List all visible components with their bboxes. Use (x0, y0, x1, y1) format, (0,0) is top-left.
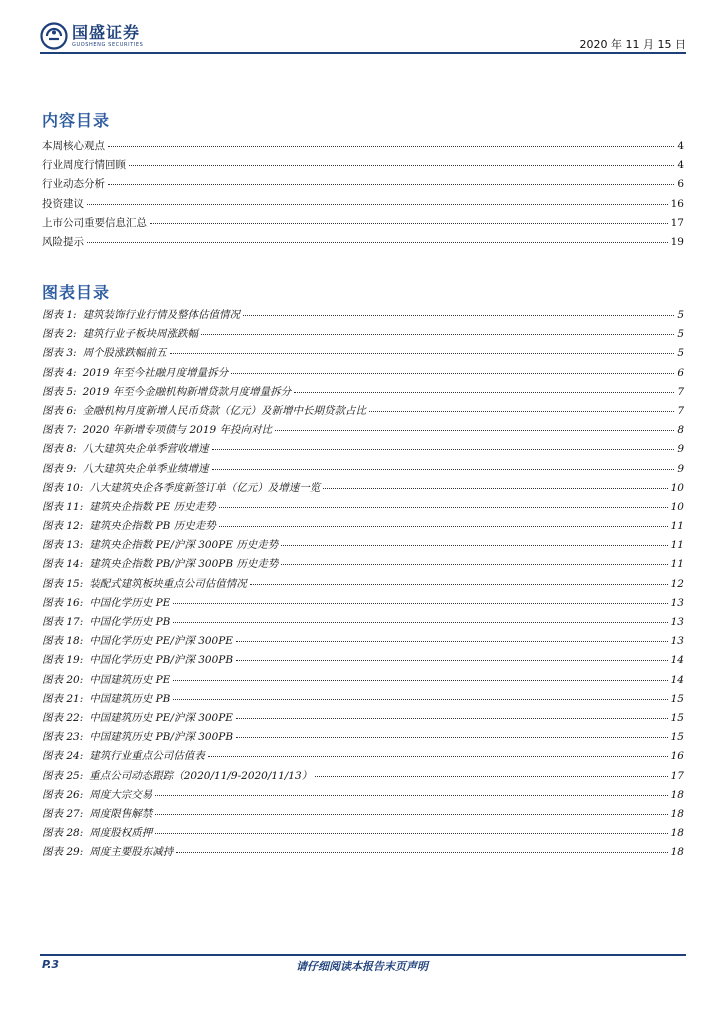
dot-leader (208, 756, 668, 757)
page-ref: 17 (670, 769, 684, 782)
dot-leader (173, 699, 667, 700)
figure-title: 周度主要股东减持 (89, 846, 174, 859)
page-ref: 7 (677, 385, 684, 398)
figure-title: 周个股涨跌幅前五 (82, 347, 167, 360)
contents-entry-label: 本周核心观点 (42, 140, 105, 152)
dot-leader (129, 165, 674, 166)
figure-number: 图表 21: (42, 692, 84, 705)
dot-leader (281, 564, 667, 565)
page-ref: 13 (670, 596, 684, 609)
figure-number: 图表 2: (42, 328, 77, 341)
figure-title: 中国建筑历史 PE/沪深 300PE (89, 711, 233, 724)
figure-entry[interactable] (42, 499, 684, 518)
figure-title: 2019 年至今社融月度增量拆分 (82, 366, 229, 379)
report-date: 2020 年 11 月 15 日 (579, 38, 686, 51)
dot-leader (236, 660, 668, 661)
figure-entry[interactable] (42, 672, 684, 691)
guosheng-logo-icon (40, 22, 68, 50)
figures-list (42, 307, 684, 863)
page-ref: 17 (670, 216, 684, 229)
page-ref: 8 (677, 424, 684, 437)
page-ref: 13 (670, 635, 684, 648)
page-ref: 10 (670, 481, 684, 494)
dot-leader (87, 204, 668, 205)
figure-entry[interactable] (42, 844, 684, 863)
page-ref: 11 (670, 539, 684, 552)
figure-title: 重点公司动态跟踪（2020/11/9-2020/11/13） (89, 769, 313, 782)
figure-title: 建筑行业子板块周涨跌幅 (82, 328, 199, 341)
page-ref: 7 (677, 404, 684, 417)
figure-entry[interactable] (42, 595, 684, 614)
figure-number: 图表 8: (42, 443, 77, 456)
figure-title: 中国建筑历史 PB (89, 692, 171, 705)
figure-entry[interactable] (42, 537, 684, 556)
figure-number: 图表 25: (42, 769, 84, 782)
page-ref: 14 (670, 673, 684, 686)
figure-number: 图表 6: (42, 404, 77, 417)
contents-entry[interactable] (42, 215, 684, 234)
figure-title: 周度大宗交易 (89, 788, 153, 801)
figure-entry[interactable] (42, 384, 684, 403)
dot-leader (236, 641, 668, 642)
figure-number: 图表 19: (42, 654, 84, 667)
page-ref: 10 (670, 500, 684, 513)
page-ref: 18 (670, 788, 684, 801)
page-ref: 16 (670, 197, 684, 210)
brand-name-en: GUOSHENG SECURITIES (72, 41, 144, 48)
figure-title: 中国化学历史 PB/沪深 300PB (89, 654, 234, 667)
page-ref: 18 (670, 807, 684, 820)
page-number: P.3 (42, 958, 60, 971)
figure-title: 中国化学历史 PE (89, 596, 171, 609)
dot-leader (176, 852, 667, 853)
dot-leader (236, 737, 668, 738)
header-divider (40, 52, 686, 54)
figure-entry[interactable] (42, 441, 684, 460)
contents-entry-label: 行业动态分析 (42, 178, 105, 191)
figure-title: 建筑装饰行业行情及整体估值情况 (82, 309, 241, 321)
page-ref: 11 (670, 520, 684, 533)
page-ref: 15 (670, 731, 684, 744)
figure-number: 图表 15: (42, 577, 84, 590)
contents-entry[interactable] (42, 176, 684, 195)
page-ref: 9 (677, 443, 684, 456)
contents-entry[interactable] (42, 157, 684, 176)
dot-leader (369, 411, 674, 412)
figure-number: 图表 12: (42, 520, 84, 533)
page-ref: 5 (677, 347, 684, 360)
figure-title: 建筑央企指数 PE 历史走势 (89, 500, 216, 513)
figure-number: 图表 22: (42, 711, 84, 724)
page-ref: 4 (677, 140, 684, 152)
figure-title: 装配式建筑板块重点公司估值情况 (89, 577, 247, 590)
figure-number: 图表 7: (42, 424, 77, 437)
figure-number: 图表 10: (42, 481, 84, 494)
figure-title: 建筑央企指数 PE/沪深 300PE 历史走势 (89, 539, 279, 552)
page-ref: 5 (677, 309, 684, 321)
dot-leader (243, 315, 674, 316)
dot-leader (219, 526, 668, 527)
page-ref: 11 (670, 558, 684, 571)
dot-leader (236, 718, 668, 719)
figure-number: 图表 23: (42, 731, 84, 744)
figure-entry[interactable] (42, 614, 684, 633)
dot-leader (155, 833, 667, 834)
figure-entry[interactable] (42, 307, 684, 326)
page-ref: 12 (670, 577, 684, 590)
figure-number: 图表 27: (42, 807, 84, 820)
figure-entry[interactable] (42, 556, 684, 575)
figure-entry[interactable] (42, 633, 684, 652)
figure-number: 图表 28: (42, 827, 84, 840)
dot-leader (155, 795, 667, 796)
figure-entry[interactable] (42, 576, 684, 595)
dot-leader (231, 373, 674, 374)
figure-entry[interactable] (42, 518, 684, 537)
figure-entry[interactable] (42, 825, 684, 844)
figure-entry[interactable] (42, 806, 684, 825)
page-ref: 13 (670, 616, 684, 628)
figure-entry[interactable] (42, 748, 684, 767)
page-ref: 5 (677, 328, 684, 341)
figure-title: 周度股权质押 (89, 827, 153, 840)
page-ref: 19 (670, 235, 684, 248)
figure-entry[interactable] (42, 345, 684, 364)
figure-number: 图表 14: (42, 558, 84, 571)
contents-entry[interactable] (42, 234, 684, 253)
contents-title: 内容目录 (42, 111, 111, 130)
figure-number: 图表 17: (42, 616, 84, 628)
figure-entry[interactable] (42, 768, 684, 787)
figure-entry[interactable] (42, 710, 684, 729)
contents-list (42, 138, 684, 253)
dot-leader (201, 334, 674, 335)
figure-title: 八大建筑央企各季度新签订单（亿元）及增速一览 (89, 481, 321, 494)
figure-number: 图表 5: (42, 385, 77, 398)
figure-title: 建筑央企指数 PB 历史走势 (89, 520, 216, 533)
figure-number: 图表 18: (42, 635, 84, 648)
figure-entry[interactable] (42, 480, 684, 499)
page-ref: 18 (670, 827, 684, 840)
figure-number: 图表 24: (42, 750, 84, 763)
dot-leader (155, 814, 667, 815)
figures-title: 图表目录 (42, 283, 111, 302)
figure-title: 八大建筑央企单季业绩增速 (82, 462, 209, 475)
dot-leader (281, 545, 667, 546)
dot-leader (108, 146, 674, 147)
page-ref: 4 (677, 159, 684, 172)
figure-entry[interactable] (42, 652, 684, 671)
dot-leader (250, 584, 668, 585)
figure-entry[interactable] (42, 365, 684, 384)
page-ref: 6 (677, 366, 684, 379)
contents-entry[interactable] (42, 196, 684, 215)
figure-title: 中国化学历史 PB (89, 616, 171, 628)
figure-title: 中国建筑历史 PB/沪深 300PB (89, 731, 234, 744)
figure-title: 2020 年新增专项债与 2019 年投向对比 (82, 424, 273, 437)
dot-leader (150, 223, 668, 224)
brand-name-cn: 国盛证券 (72, 22, 141, 42)
page-ref: 14 (670, 654, 684, 667)
contents-entry-label: 行业周度行情回顾 (42, 159, 126, 172)
page-ref: 6 (677, 178, 684, 191)
figure-title: 周度限售解禁 (89, 807, 153, 820)
contents-entry[interactable] (42, 138, 684, 157)
page-ref: 16 (670, 750, 684, 763)
page-ref: 15 (670, 692, 684, 705)
page-ref: 9 (677, 462, 684, 475)
figure-entry[interactable] (42, 403, 684, 422)
figure-title: 建筑央企指数 PB/沪深 300PB 历史走势 (89, 558, 279, 571)
figure-number: 图表 29: (42, 846, 84, 859)
page-ref: 15 (670, 711, 684, 724)
contents-entry-label: 投资建议 (42, 197, 84, 210)
dot-leader (219, 507, 668, 508)
figure-number: 图表 9: (42, 462, 77, 475)
figure-entry[interactable] (42, 422, 684, 441)
figure-number: 图表 1: (42, 309, 77, 321)
dot-leader (173, 622, 667, 623)
dot-leader (87, 242, 668, 243)
page-header (40, 22, 686, 52)
figure-title: 八大建筑央企单季营收增速 (82, 443, 209, 456)
dot-leader (212, 449, 675, 450)
dot-leader (173, 603, 667, 604)
figure-number: 图表 13: (42, 539, 84, 552)
dot-leader (315, 776, 667, 777)
figure-entry[interactable] (42, 326, 684, 345)
figure-entry[interactable] (42, 729, 684, 748)
figure-entry[interactable] (42, 787, 684, 806)
dot-leader (170, 353, 675, 354)
figure-number: 图表 16: (42, 596, 84, 609)
figure-title: 中国建筑历史 PE (89, 673, 171, 686)
figure-number: 图表 11: (42, 500, 84, 513)
dot-leader (294, 392, 674, 393)
contents-entry-label: 风险提示 (42, 235, 84, 248)
dot-leader (212, 469, 675, 470)
contents-entry-label: 上市公司重要信息汇总 (42, 216, 147, 229)
dot-leader (108, 184, 674, 185)
page-ref: 18 (670, 846, 684, 859)
disclaimer-note: 请仔细阅读本报告末页声明 (296, 960, 428, 973)
figure-number: 图表 4: (42, 366, 77, 379)
figure-number: 图表 20: (42, 673, 84, 686)
figure-number: 图表 3: (42, 347, 77, 360)
figure-title: 中国化学历史 PE/沪深 300PE (89, 635, 233, 648)
dot-leader (275, 430, 674, 431)
figure-title: 2019 年至今金融机构新增贷款月度增量拆分 (82, 385, 292, 398)
company-logo (40, 22, 143, 50)
figure-entry[interactable] (42, 691, 684, 710)
figure-entry[interactable] (42, 461, 684, 480)
footer-divider (40, 954, 686, 956)
figure-title: 建筑行业重点公司估值表 (89, 750, 205, 763)
figure-title: 金融机构月度新增人民币贷款（亿元）及新增中长期贷款占比 (82, 404, 367, 417)
dot-leader (323, 488, 667, 489)
dot-leader (173, 680, 667, 681)
figure-number: 图表 26: (42, 788, 84, 801)
